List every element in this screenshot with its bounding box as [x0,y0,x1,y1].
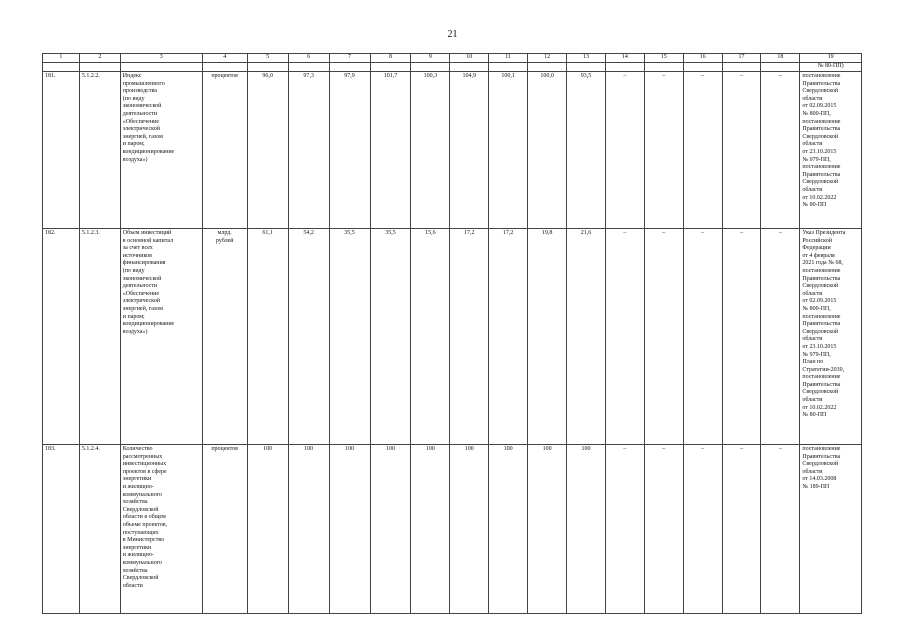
column-number-header: 17 [722,54,761,63]
page-number: 21 [447,29,458,40]
column-number-header: 5 [247,54,288,63]
value-cell: – [683,445,722,614]
value-cell: 100 [450,445,489,614]
value-cell: – [722,445,761,614]
value-cell: 100 [567,445,606,614]
unit-cell: процентов [202,72,247,229]
column-number-header: 9 [411,54,450,63]
column-number-header: 3 [120,54,202,63]
column-number-header: 12 [528,54,567,63]
column-number-header: 6 [288,54,329,63]
column-number-header: 10 [450,54,489,63]
value-cell: – [722,229,761,445]
value-cell: 35,5 [370,229,411,445]
value-cell: – [761,229,800,445]
table-body [43,54,862,614]
table-row [43,72,862,229]
column-number-header: 11 [489,54,528,63]
row-number-cell: 183. [43,445,80,614]
table-row [43,445,862,614]
value-cell: 100,1 [489,72,528,229]
value-cell: – [605,445,644,614]
row-number-cell: 181. [43,72,80,229]
indicators-table [42,53,862,614]
value-cell: 17,2 [489,229,528,445]
table-row [43,229,862,445]
value-cell: – [722,72,761,229]
continuation-cell: № 80-ПП) [800,63,862,72]
value-cell: 35,5 [329,229,370,445]
value-cell: 100 [528,445,567,614]
indicator-name-cell: Количество рассмотренных инвестиционных проектов в сфере энергетики и жилищно- коммунального хозяйства Свердловской области в общем объеме проектов, поступающих в Министерство энергетики и жилищно- коммунального хозяйства Свердловской области [120,445,202,614]
value-cell: 93,5 [567,72,606,229]
value-cell: 54,2 [288,229,329,445]
column-number-header: 4 [202,54,247,63]
indicator-name-cell: Объем инвестиций в основной капитал за счет всех источников финансирования (по виду экономической деятельности «Обеспечение электрической энергией, газом и паром; кондиционирование воздуха») [120,229,202,445]
value-cell: – [761,72,800,229]
row-code-cell: 5.1.2.4. [79,445,120,614]
value-cell: 100 [329,445,370,614]
value-cell: 104,9 [450,72,489,229]
unit-cell: млрд. рублей [202,229,247,445]
column-number-header: 14 [605,54,644,63]
value-cell: – [605,229,644,445]
value-cell: – [761,445,800,614]
column-number-header: 13 [567,54,606,63]
column-number-header: 2 [79,54,120,63]
value-cell: – [644,445,683,614]
row-code-cell: 5.1.2.3. [79,229,120,445]
value-cell: – [683,72,722,229]
column-number-header: 19 [800,54,862,63]
column-number-header: 18 [761,54,800,63]
column-number-header: 1 [43,54,80,63]
value-cell: 19,8 [528,229,567,445]
source-cell: постановление Правительства Свердловской области от 14.03.2008 № 189-ПП [800,445,862,614]
value-cell: 100,0 [528,72,567,229]
value-cell: 100 [411,445,450,614]
value-cell: 97,3 [288,72,329,229]
value-cell: 97,9 [329,72,370,229]
column-number-row [43,54,862,63]
continuation-row [43,63,862,72]
value-cell: – [644,229,683,445]
value-cell: 61,1 [247,229,288,445]
value-cell: 100,3 [411,72,450,229]
column-number-header: 8 [370,54,411,63]
value-cell: – [683,229,722,445]
column-number-header: 15 [644,54,683,63]
row-number-cell: 182. [43,229,80,445]
value-cell: – [644,72,683,229]
value-cell: 21,6 [567,229,606,445]
value-cell: – [605,72,644,229]
value-cell: 15,6 [411,229,450,445]
indicator-name-cell: Индекс промышленного производства (по виду экономической деятельности «Обеспечение электрической энергией, газом и паром; кондиционирование воздуха») [120,72,202,229]
value-cell: 100 [247,445,288,614]
value-cell: 17,2 [450,229,489,445]
source-cell: Указ Президента Российской Федерации от 4 февраля 2021 года № 68, постановление Правительства Свердловской области от 02.09.2015 № 800-ПП, постановление Правительства Свердловской области от 23.10.2015 № 979-ПП, План по Стратегии-2030, постановление Правительства Свердловской области от 10.02.2022 № 80-ПП [800,229,862,445]
source-cell: постановление Правительства Свердловской области от 02.09.2015 № 800-ПП, постановление Правительства Свердловской области от 23.10.2015 № 979-ПП, постановление Правительства Свердловской области от 10.02.2022 № 80-ПП [800,72,862,229]
row-code-cell: 5.1.2.2. [79,72,120,229]
unit-cell: процентов [202,445,247,614]
value-cell: 100 [489,445,528,614]
value-cell: 100 [288,445,329,614]
value-cell: 100 [370,445,411,614]
column-number-header: 16 [683,54,722,63]
column-number-header: 7 [329,54,370,63]
value-cell: 101,7 [370,72,411,229]
value-cell: 96,0 [247,72,288,229]
